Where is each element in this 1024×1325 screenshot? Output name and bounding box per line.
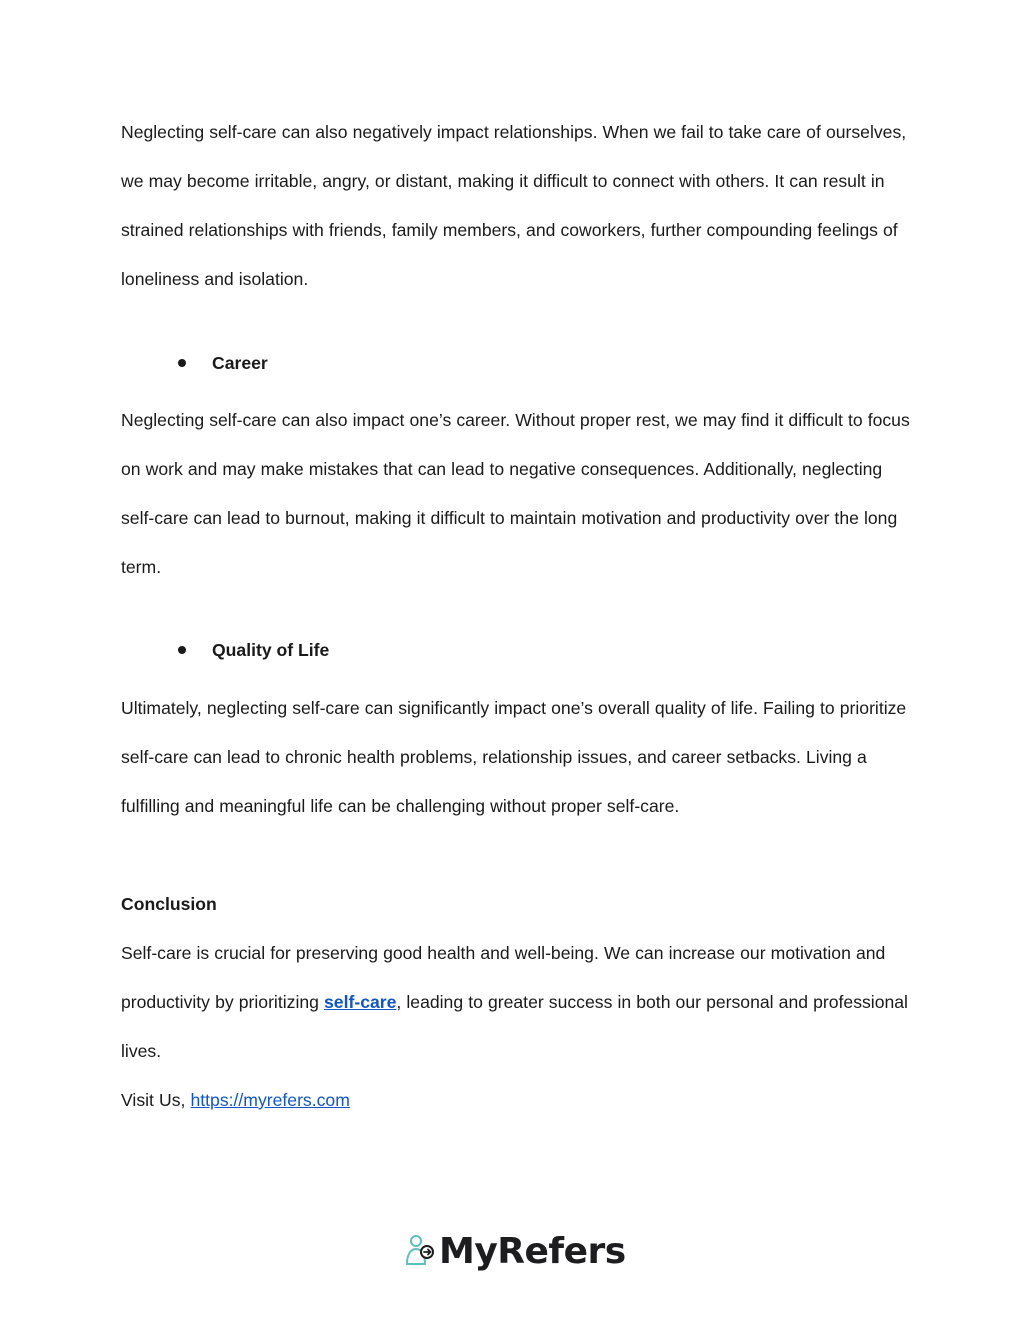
bullet-label-quality-of-life: Quality of Life [212, 640, 330, 660]
paragraph-relationships: Neglecting self-care can also negatively impact relationships. When we fail to take care of ourselves, we may become irritable, angry, or distant, making it difficult to connect with others. It can result in strained relationships with friends, family members, and coworkers, further compounding feelings of loneliness and isolation. [121, 122, 907, 289]
logo-wordmark: MyRefers [439, 1230, 626, 1272]
conclusion-heading: Conclusion [121, 894, 217, 914]
bullet-heading-career [172, 351, 268, 375]
visit-us-label: Visit Us, [121, 1090, 191, 1110]
person-refer-icon [405, 1232, 435, 1271]
conclusion-text-before-link: Self-care is crucial for preserving good health and well-being. We can increase our motivation and productivity by prioritizing [121, 943, 886, 1012]
paragraph-conclusion [121, 929, 911, 1076]
bullet-label-career: Career [212, 353, 268, 373]
conclusion-text-after-link: , leading to greater success in both our personal and professional lives. [121, 992, 908, 1061]
paragraph-career: Neglecting self-care can also impact one’s career. Without proper rest, we may find it difficult to focus on work and may make mistakes that can lead to negative consequences. Additionally, neglecting self-care can lead to burnout, making it difficult to maintain motivation and productivity over the long term. [121, 410, 910, 577]
self-care-link[interactable]: self-care [324, 992, 397, 1012]
bullet-heading-quality-of-life [172, 638, 329, 662]
paragraph-quality-of-life: Ultimately, neglecting self-care can significantly impact one’s overall quality of life. Failing to prioritize self-care can lead to chronic health problems, relationship issues, and career setbacks. Living a fulfilling and meaningful life can be challenging without proper self-care. [121, 698, 907, 816]
website-link[interactable]: https://myrefers.com [190, 1090, 350, 1110]
visit-us-line [121, 1076, 911, 1125]
bullet-icon [178, 359, 186, 367]
bullet-icon [178, 646, 186, 654]
myrefers-logo [405, 1228, 626, 1274]
